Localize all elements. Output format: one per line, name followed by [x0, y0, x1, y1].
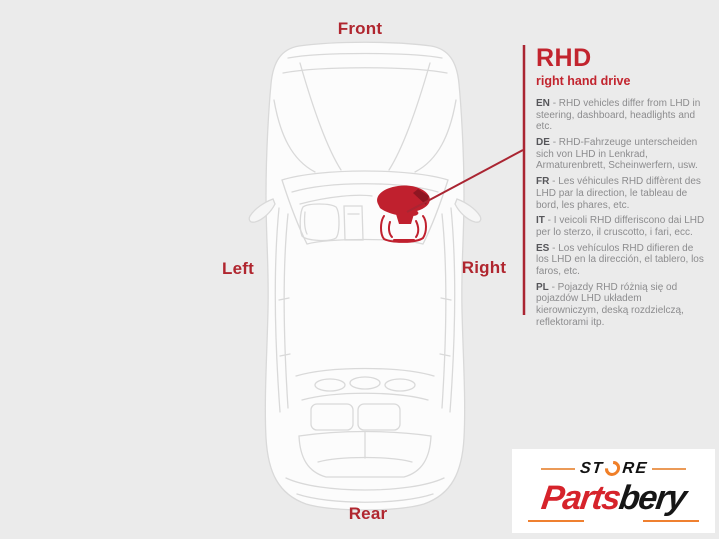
store-o-icon	[602, 458, 623, 479]
logo-store-row	[512, 460, 715, 478]
partsbery-logo	[512, 449, 715, 533]
brand-wordmark	[510, 481, 718, 515]
lang-code-es: ES	[536, 242, 550, 254]
info-item-it	[536, 215, 706, 238]
lang-code-de: DE	[536, 137, 550, 149]
brand-underline-left	[528, 520, 584, 523]
info-item-fr	[536, 176, 706, 211]
lang-code-pl: PL	[536, 281, 549, 293]
rhd-info-panel	[536, 46, 706, 332]
info-text-it: - I veicoli RHD differiscono dai LHD per lo sterzo, il cruscotto, i fari, ecc.	[536, 215, 705, 238]
label-right: Right	[461, 258, 507, 277]
info-item-en	[536, 98, 706, 133]
store-wordmark	[579, 460, 649, 478]
lang-code-it: IT	[536, 215, 545, 227]
info-text-es: - Los vehículos RHD difieren de los LHD en la dirección, el tablero, los faros, etc.	[536, 242, 704, 277]
info-text-pl: - Pojazdy RHD różnią się od pojazdów LHD układem kierowniczym, deską rozdzielczą, reflektorami itp.	[536, 281, 684, 328]
info-item-de	[536, 137, 706, 172]
lang-code-fr: FR	[536, 176, 550, 188]
label-front: Front	[337, 19, 383, 38]
info-subtitle: right hand drive	[536, 74, 631, 88]
lang-code-en: EN	[536, 98, 550, 109]
info-item-es	[536, 243, 706, 278]
store-text-post: RE	[621, 460, 649, 477]
car-outline-group	[249, 42, 481, 510]
label-left: Left	[222, 259, 254, 278]
brand-underline-right	[643, 520, 699, 523]
store-line-left	[541, 468, 575, 470]
brand-parts: Parts	[539, 479, 623, 517]
info-text-de: - RHD-Fahrzeuge unterscheiden sich von LHD in Lenkrad, Armaturenbrett, Scheinwerfern, usw.	[536, 137, 698, 172]
info-item-pl	[536, 282, 706, 329]
store-text-pre: ST	[578, 460, 605, 477]
brand-bery: bery	[616, 479, 688, 517]
info-title: RHD	[536, 44, 592, 72]
label-rear: Rear	[348, 504, 388, 523]
info-text-fr: - Les véhicules RHD diffèrent des LHD par la direction, le tableau de bord, les phares, etc.	[536, 176, 701, 211]
store-line-right	[652, 468, 686, 470]
info-text-en: - RHD vehicles differ from LHD in steering, dashboard, headlights and etc.	[536, 98, 701, 133]
